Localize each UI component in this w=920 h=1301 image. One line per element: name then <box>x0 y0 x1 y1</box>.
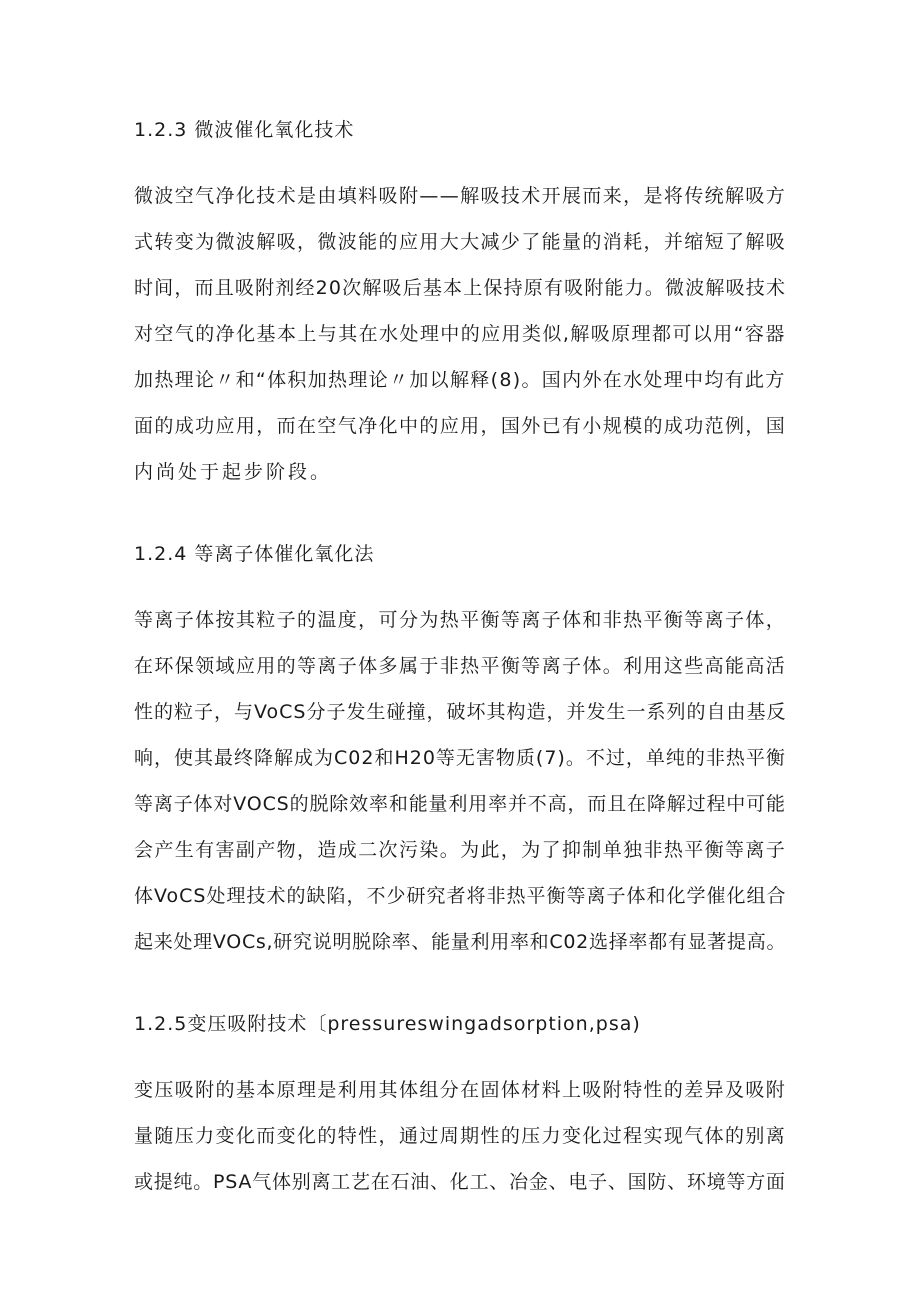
paragraph-line: 等离子体对VOCS的脱除效率和能量利用率并不高，而且在降解过程中可能 <box>134 793 786 815</box>
paragraph-line: 量随压力变化而变化的特性，通过周期性的压力变化过程实现气体的别离 <box>134 1125 787 1147</box>
paragraph-line: 变压吸附的基本原理是利用其体组分在固体材料上吸附特性的差异及吸附 <box>134 1079 787 1101</box>
paragraph-line: 会产生有害副产物，造成二次污染。为此，为了抑制单独非热平衡等离子 <box>134 839 787 861</box>
section-heading-1-2-5: 1.2.5变压吸附技术〔pressureswingadsorption,psa) <box>134 1013 641 1035</box>
paragraph-line: 等离子体按其粒子的温度，可分为热平衡等离子体和非热平衡等离子体， <box>134 609 787 631</box>
paragraph-line: 起来处理VOCs,研究说明脱除率、能量利用率和C02选择率都有显著提高。 <box>134 931 787 953</box>
paragraph-line: 响，使其最终降解成为C02和H20等无害物质(7)。不过，单纯的非热平衡 <box>134 747 786 769</box>
section-heading-1-2-3: 1.2.3 微波催化氧化技术 <box>134 119 355 141</box>
paragraph-line: 内尚处于起步阶段。 <box>134 461 333 483</box>
paragraph-line: 或提纯。PSA气体别离工艺在石油、化工、冶金、电子、国防、环境等方面 <box>134 1171 786 1193</box>
section-heading-1-2-4: 1.2.4 等离子体催化氧化法 <box>134 543 375 565</box>
paragraph-line: 式转变为微波解吸，微波能的应用大大减少了能量的消耗，并缩短了解吸 <box>134 231 787 253</box>
paragraph-line: 微波空气净化技术是由填料吸附——解吸技术开展而来，是将传统解吸方 <box>134 185 787 207</box>
paragraph-line: 在环保领域应用的等离子体多属于非热平衡等离子体。利用这些高能高活 <box>134 655 787 677</box>
paragraph-line: 时间，而且吸附剂经20次解吸后基本上保持原有吸附能力。微波解吸技术 <box>134 277 787 299</box>
paragraph-line: 性的粒子，与VoCS分子发生碰撞，破坏其构造，并发生一系列的自由基反 <box>134 701 787 723</box>
paragraph-line: 体VoCS处理技术的缺陷，不少研究者将非热平衡等离子体和化学催化组合 <box>134 885 787 907</box>
paragraph-line: 面的成功应用，而在空气净化中的应用，国外已有小规模的成功范例，国 <box>134 415 787 437</box>
paragraph-line: 对空气的净化基本上与其在水处理中的应用类似,解吸原理都可以用“容器 <box>134 323 786 345</box>
paragraph-line: 加热理论〃和“体积加热理论〃加以解释(8)。国内外在水处理中均有此方 <box>134 369 786 391</box>
